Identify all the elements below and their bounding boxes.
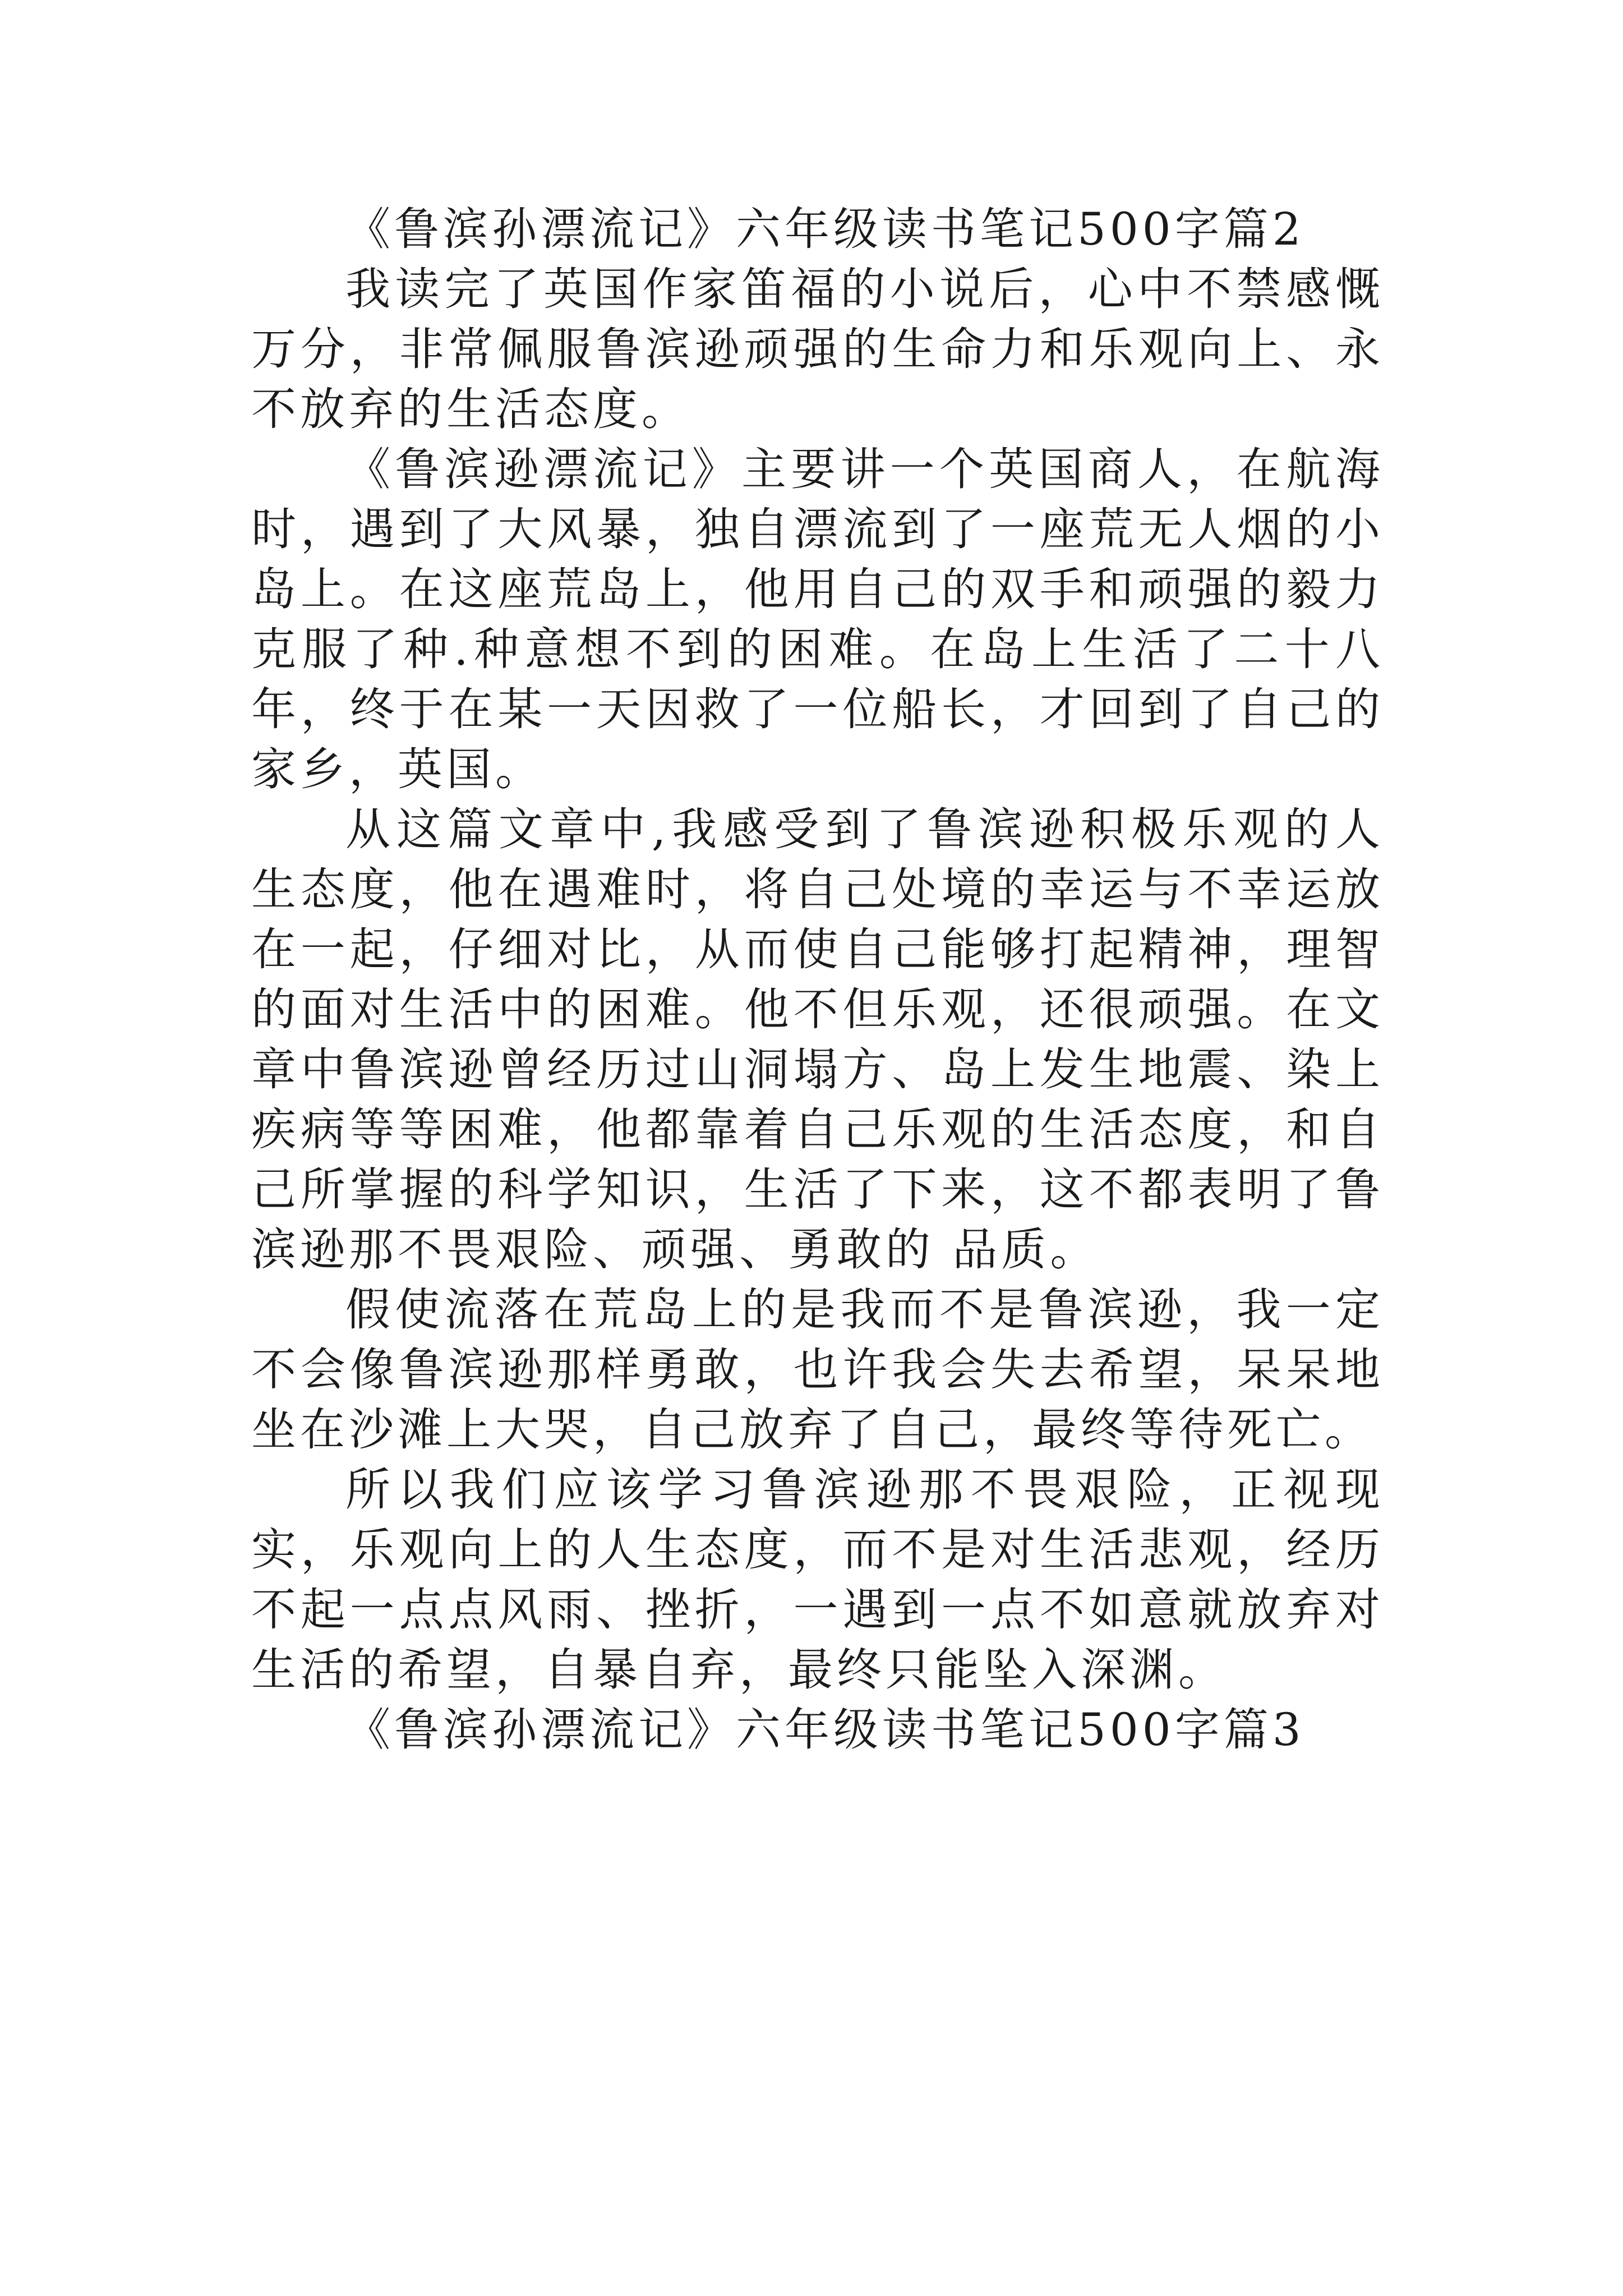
section-heading-2: 《鲁滨孙漂流记》六年级读书笔记500字篇2	[345, 203, 1305, 255]
section-heading-3: 《鲁滨孙漂流记》六年级读书笔记500字篇3	[345, 1704, 1305, 1756]
document-body	[251, 199, 1384, 1760]
paragraph-3: 从这篇文章中,我感受到了鲁滨逊积极乐观的人生态度，他在遇难时，将自己处境的幸运与不幸运放在一起，仔细对比，从而使自己能够打起精神，理智的面对生活中的困难。他不但乐观，还很顽强。在文章中鲁滨逊曾经历过山洞塌方、岛上发生地震、染上疾病等等困难，他都靠着自己乐观的生活态度，和自己所掌握的科学知识，生活了下来，这不都表明了鲁滨逊那不畏艰险、顽强、勇敢的 品质。	[251, 803, 1384, 1276]
paragraph-4: 假使流落在荒岛上的是我而不是鲁滨逊，我一定不会像鲁滨逊那样勇敢，也许我会失去希望，呆呆地坐在沙滩上大哭，自己放弃了自己，最终等待死亡。	[251, 1283, 1384, 1456]
paragraph-5: 所以我们应该学习鲁滨逊那不畏艰险，正视现实，乐观向上的人生态度，而不是对生活悲观，经历不起一点点风雨、挫折，一遇到一点不如意就放弃对生活的希望，自暴自弃，最终只能坠入深渊。	[251, 1464, 1384, 1696]
paragraph-2: 《鲁滨逊漂流记》主要讲一个英国商人，在航海时，遇到了大风暴，独自漂流到了一座荒无人烟的小岛上。在这座荒岛上，他用自己的双手和顽强的毅力克服了种.种意想不到的困难。在岛上生活了二十八年，终于在某一天因救了一位船长，才回到了自己的家乡，英国。	[251, 443, 1384, 795]
paragraph-1: 我读完了英国作家笛福的小说后，心中不禁感慨万分，非常佩服鲁滨逊顽强的生命力和乐观向上、永不放弃的生活态度。	[251, 263, 1384, 435]
